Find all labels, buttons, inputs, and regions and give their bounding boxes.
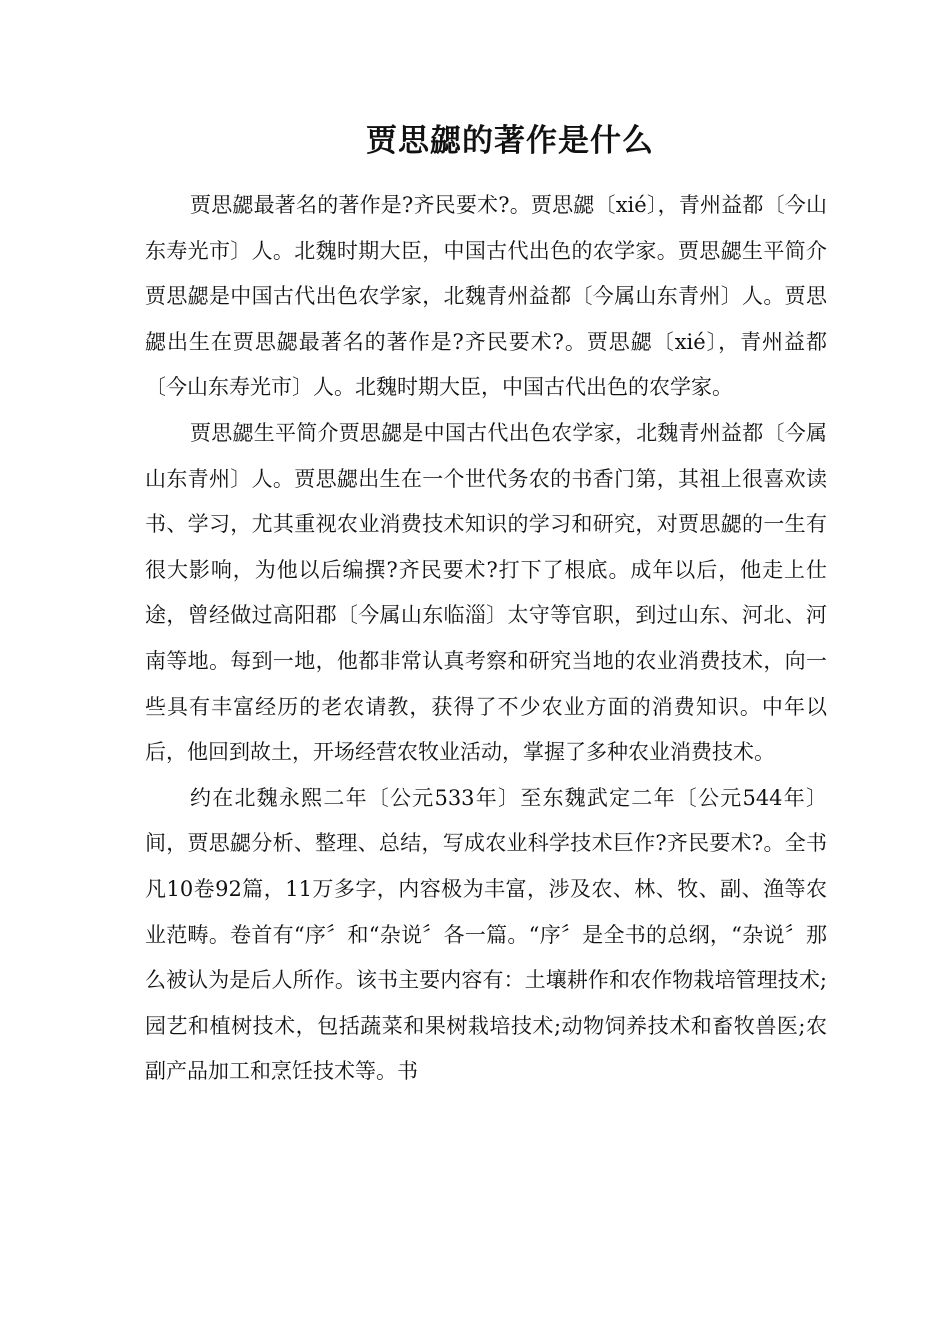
document-title: 贾思勰的著作是什么 bbox=[366, 123, 654, 159]
document-body bbox=[145, 183, 827, 1095]
paragraph-biography: 贾思勰生平简介贾思勰是中国古代出色农学家，北魏青州益都〔今属山东青州〕人。贾思勰出生在一个世代务农的书香门第，其祖上很喜欢读书、学习，尤其重视农业消费技术知识的学习和研究，对贾思勰的一生有很大影响，为他以后编撰?齐民要术?打下了根底。成年以后，他走上仕途，曾经做过高阳郡〔今属山东临淄〕太守等官职，到过山东、河北、河南等地。每到一地，他都非常认真考察和研究当地的农业消费技术，向一些具有丰富经历的老农请教，获得了不少农业方面的消费知识。中年以后，他回到故土，开场经营农牧业活动，掌握了多种农业消费技术。 bbox=[145, 420, 827, 765]
paragraph-qiminyaoshu: 约在北魏永熙二年〔公元533年〕至东魏武定二年〔公元544年〕间，贾思勰分析、整理、总结，写成农业科学技术巨作?齐民要术?。全书凡10卷92篇，11万多字，内容极为丰富，涉及农、林、牧、副、渔等农业范畴。卷首有“序〞和“杂说〞各一篇。“序〞是全书的总纲，“杂说〞那么被认为是后人所作。该书主要内容有：土壤耕作和农作物栽培管理技术;园艺和植树技术，包括蔬菜和果树栽培技术;动物饲养技术和畜牧兽医;农副产品加工和烹饪技术等。书 bbox=[145, 785, 827, 1084]
paragraph-intro: 贾思勰最著名的著作是?齐民要术?。贾思勰〔xié〕，青州益都〔今山东寿光市〕人。北魏时期大臣，中国古代出色的农学家。贾思勰生平简介贾思勰是中国古代出色农学家，北魏青州益都〔今属山东青州〕人。贾思勰出生在贾思勰最著名的著作是?齐民要术?。贾思勰〔xié〕，青州益都〔今山东寿光市〕人。北魏时期大臣，中国古代出色的农学家。 bbox=[145, 193, 827, 400]
